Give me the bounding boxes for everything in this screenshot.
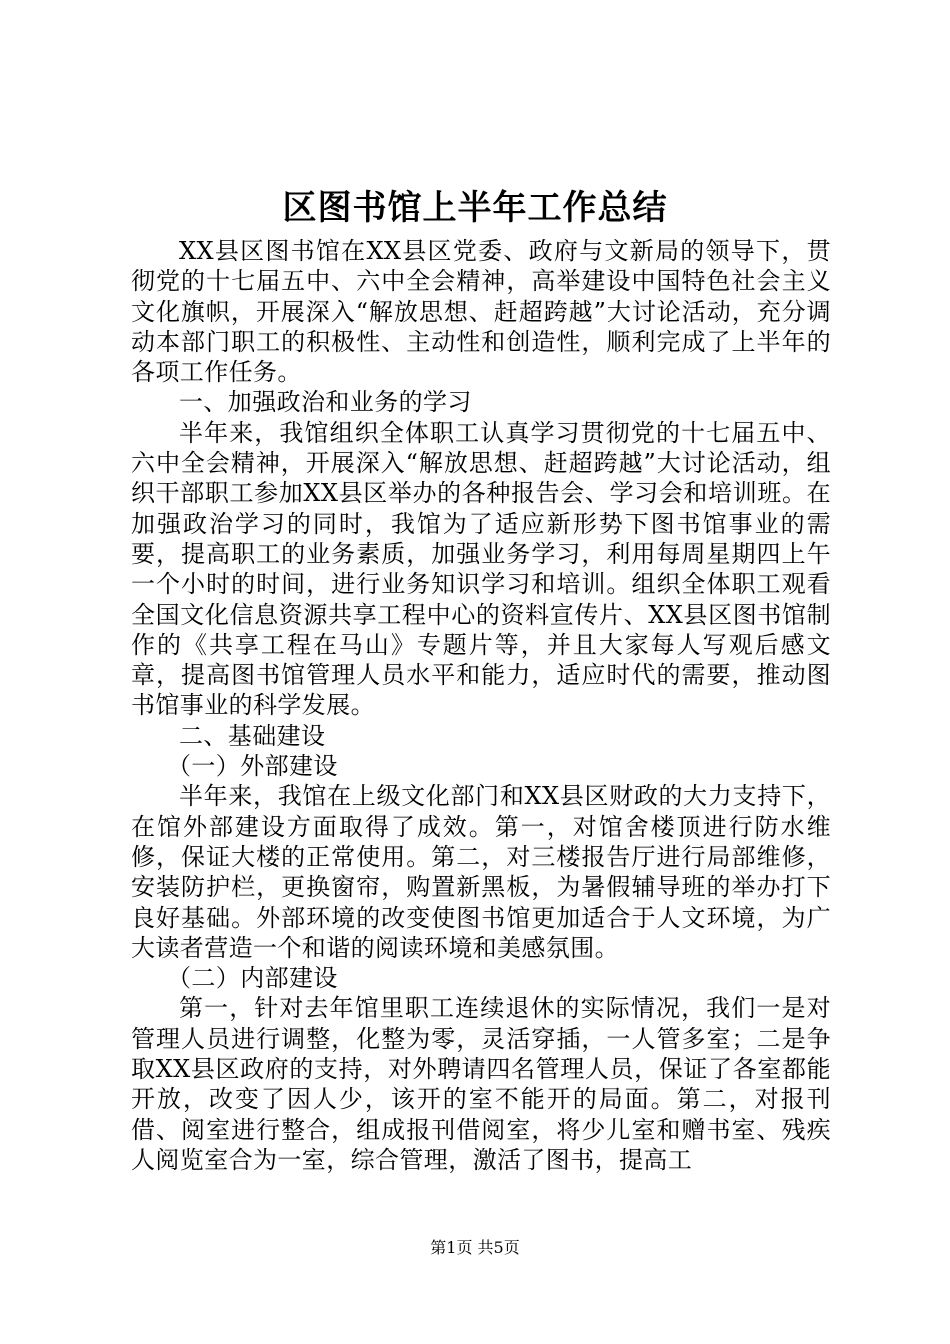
subheading-external: （一）外部建设 — [167, 752, 338, 781]
external-paragraph: 半年来，我馆在上级文化部门和XX县区财政的大力支持下，在馆外部建设方面取得了成效。第一，对馆舍楼顶进行防水维修，保证大楼的正常使用。第二，对三楼报告厅进行局部维修，安装防护栏，更换窗帘，购置新黑板，为暑假辅导班的举办打下良好基础。外部环境的改变使图书馆更加适合于人文环境，为广大读者营造一个和谐的阅读环境和美感氛围。 — [131, 782, 831, 962]
subheading-internal: （二）内部建设 — [167, 964, 338, 993]
document-title: 区图书馆上半年工作总结 — [282, 188, 668, 228]
study-paragraph: 半年来，我馆组织全体职工认真学习贯彻党的十七届五中、六中全会精神，开展深入“解放思想、赶超跨越”大讨论活动，组织干部职工参加XX县区举办的各种报告会、学习会和培训班。在加强政治学习的同时，我馆为了适应新形势下图书馆事业的需要，提高职工的业务素质，加强业务学习，利用每周星期四上午一个小时的时间，进行业务知识学习和培训。组织全体职工观看全国文化信息资源共享工程中心的资料宣传片、XX县区图书馆制作的《共享工程在马山》专题片等，并且大家每人写观后感文章，提高图书馆管理人员水平和能力，适应时代的需要，推动图书馆事业的科学发展。 — [131, 418, 831, 720]
intro-paragraph: XX县区图书馆在XX县区党委、政府与文新局的领导下，贯彻党的十七届五中、六中全会精神，高举建设中国特色社会主义文化旗帜，开展深入“解放思想、赶超跨越”大讨论活动，充分调动本部门职工的积极性、主动性和创造性，顺利完成了上半年的各项工作任务。 — [131, 237, 831, 387]
internal-paragraph: 第一，针对去年馆里职工连续退休的实际情况，我们一是对管理人员进行调整，化整为零，灵活穿插，一人管多室；二是争取XX县区政府的支持，对外聘请四名管理人员，保证了各室都能开放，改变了因人少，该开的室不能开的局面。第二，对报刊借、阅室进行整合，组成报刊借阅室，将少儿室和赠书室、残疾人阅览室合为一室，综合管理，激活了图书，提高工 — [131, 994, 831, 1174]
section-heading-study: 一、加强政治和业务的学习 — [179, 388, 472, 417]
document-body — [131, 236, 831, 1175]
page-footer: 第1页 共5页 — [430, 1238, 520, 1257]
section-heading-infrastructure: 二、基础建设 — [179, 721, 326, 750]
